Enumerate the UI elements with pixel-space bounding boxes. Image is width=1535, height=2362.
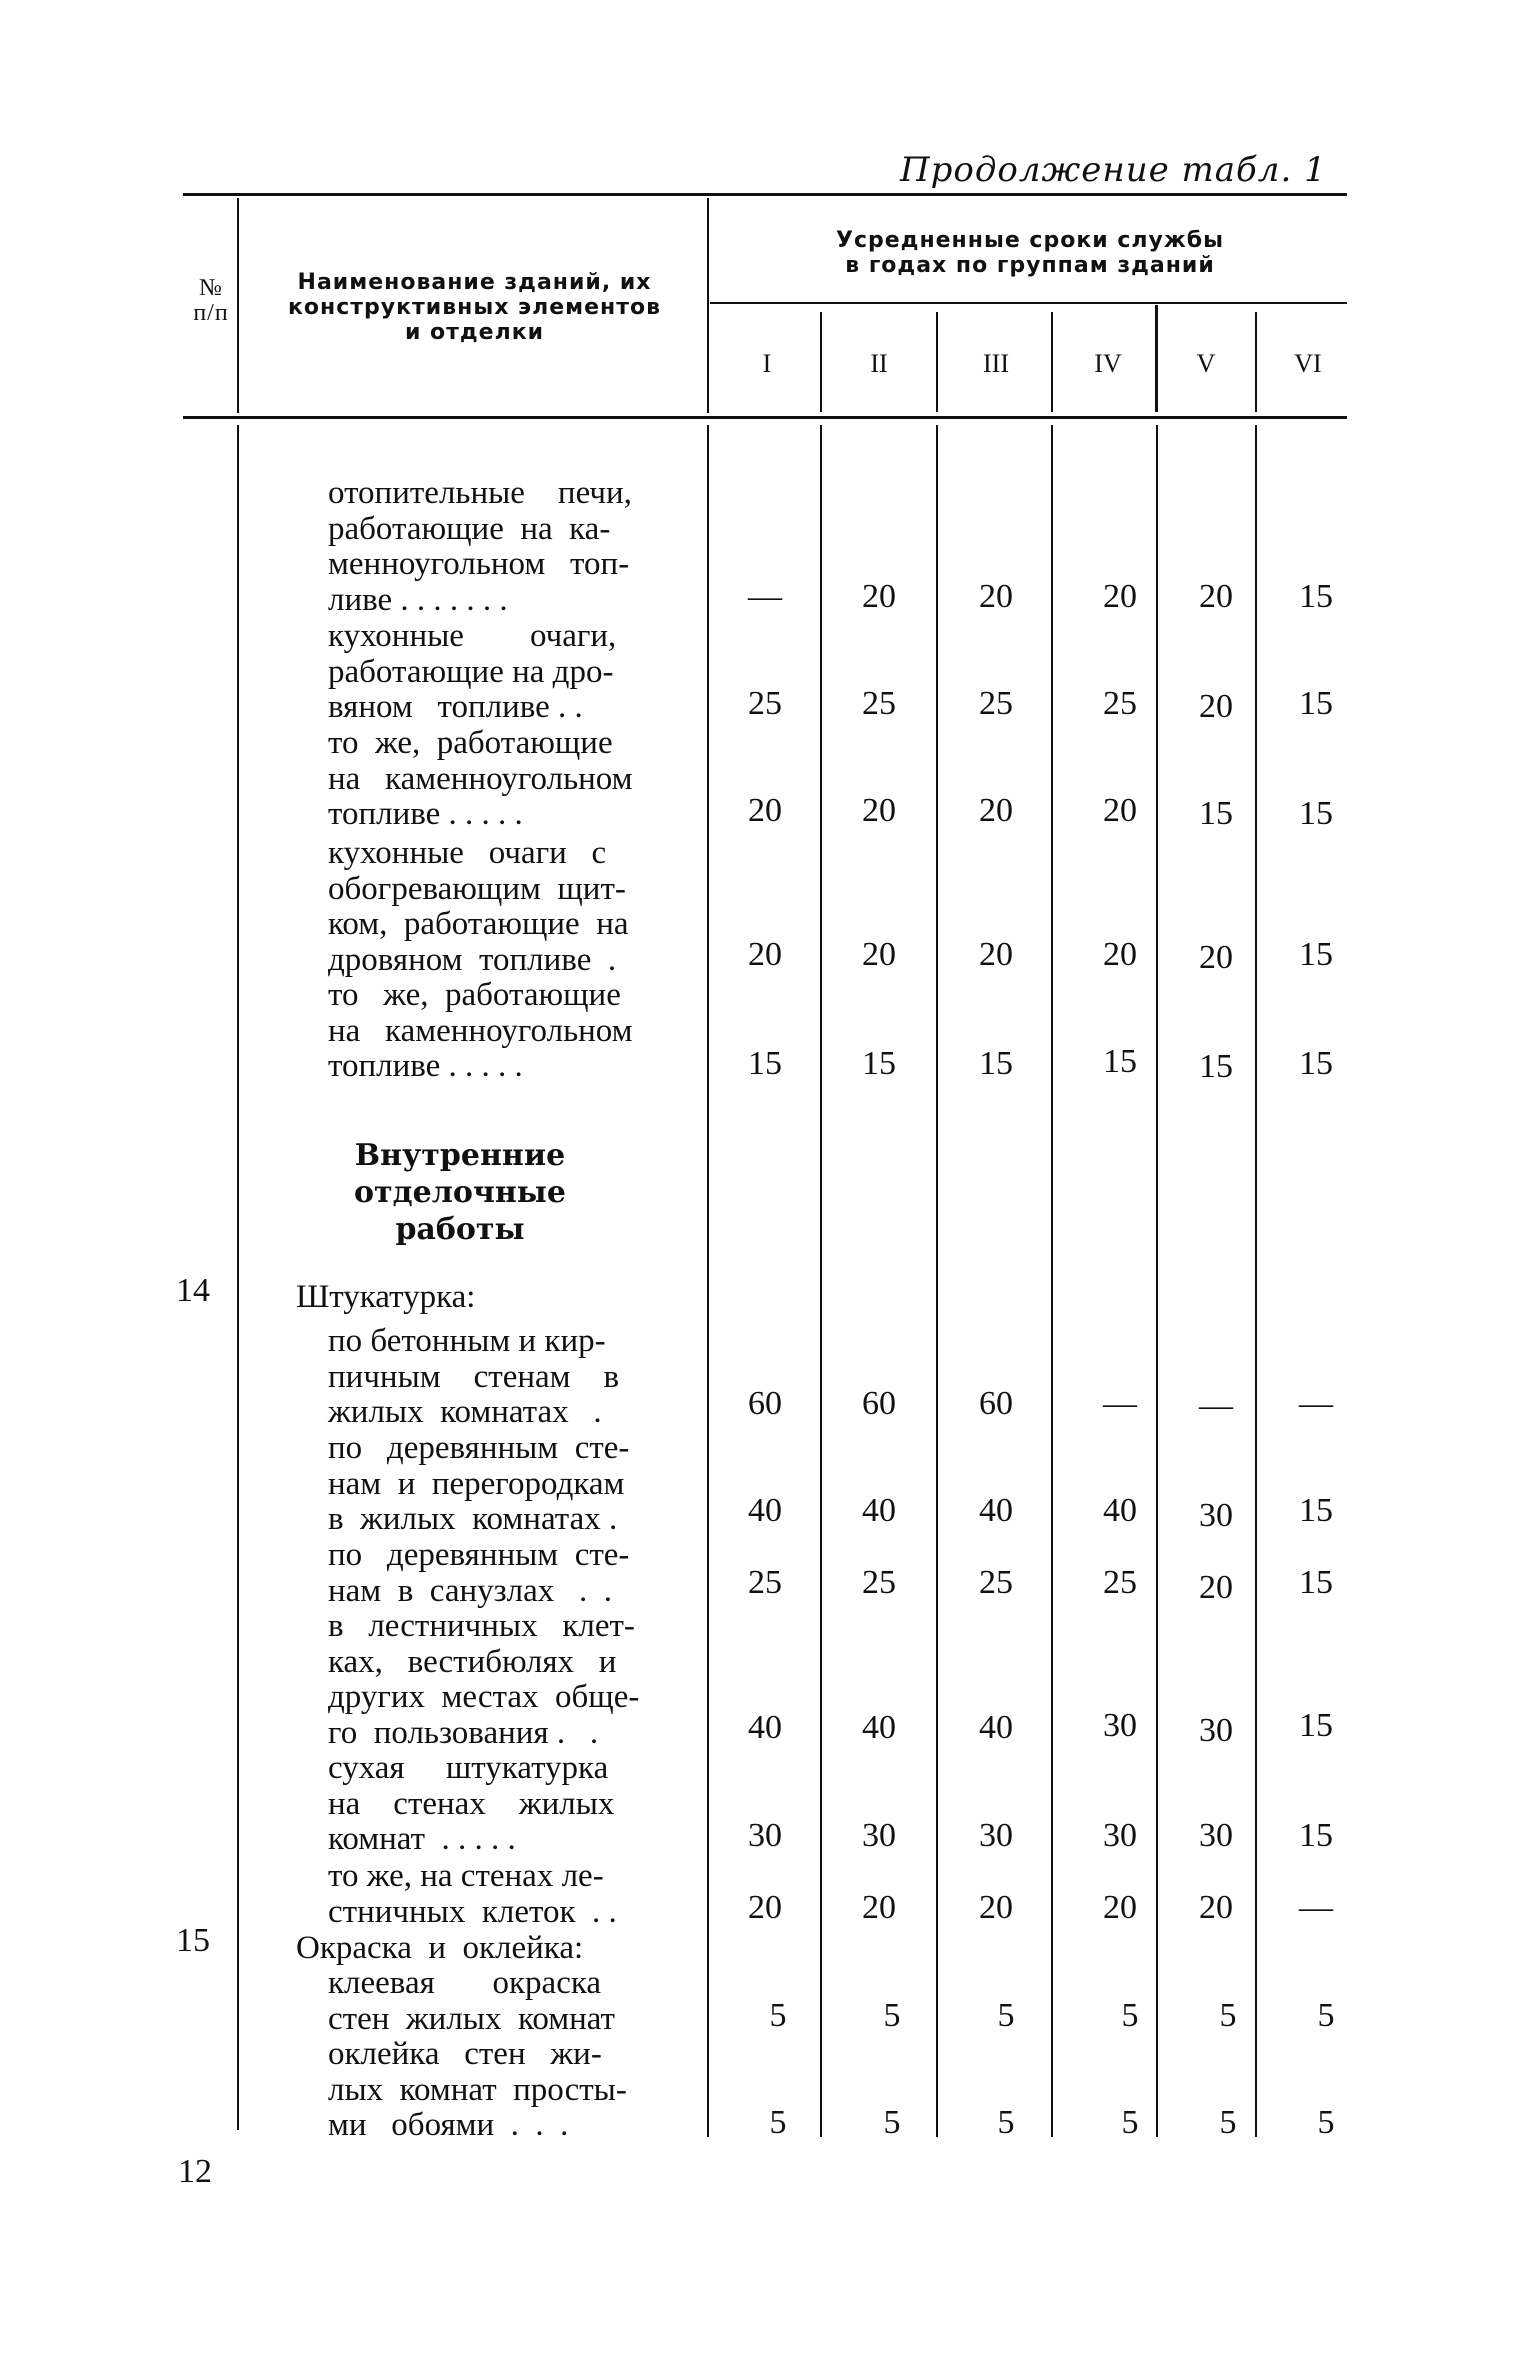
header-col-divider	[820, 312, 822, 412]
group-header-6: VI	[1294, 349, 1322, 378]
row-value-g5: 30	[1199, 1497, 1233, 1534]
row-value-g4: 30	[1103, 1817, 1137, 1854]
row-value-g2: 40	[862, 1709, 896, 1746]
header-bottom-rule	[183, 416, 1347, 419]
row-value-g5: 15	[1199, 1048, 1233, 1085]
header-col-divider	[1255, 312, 1257, 412]
row-value-g5: 20	[1199, 1569, 1233, 1606]
header-col-divider	[1051, 312, 1053, 412]
row-description: кухонные очаги с обогревающим щит- ком, работающие на дровяном топливе .	[328, 835, 629, 978]
row-value-g6: 15	[1299, 795, 1333, 832]
row-value-g5: —	[1199, 1387, 1233, 1424]
row-value-g2: 60	[862, 1385, 896, 1422]
row-value-g6: 15	[1299, 578, 1333, 615]
row-value-g1: 25	[748, 1564, 782, 1601]
table-continuation-caption: Продолжение табл. 1	[900, 150, 1327, 190]
body-col-divider	[1051, 425, 1053, 2137]
header-number-label: № п/п	[193, 275, 229, 326]
section-heading: Внутренние отделочные работы	[354, 1138, 566, 1247]
row-value-g6: —	[1299, 1385, 1333, 1422]
body-col-divider	[1255, 425, 1257, 2137]
row-value-g1: 30	[748, 1817, 782, 1854]
row-value-g3: 40	[979, 1492, 1013, 1529]
row-value-g1: 40	[748, 1492, 782, 1529]
row-value-g1: 20	[748, 792, 782, 829]
group-header-1: I	[762, 349, 772, 378]
row-value-g6: 15	[1299, 1045, 1333, 1082]
row-description: в лестничных клет- ках, вестибюлях и других местах обще- го пользования . .	[328, 1608, 640, 1751]
row-value-g2: 20	[862, 1889, 896, 1926]
row-value-g1: 20	[748, 936, 782, 973]
header-name-label: Наименование зданий, их конструктивных элементов и отделки	[287, 270, 662, 345]
row-value-g4: 30	[1103, 1707, 1137, 1744]
row-value-g1: 5	[769, 2104, 787, 2141]
row-value-g6: 15	[1299, 1564, 1333, 1601]
row-description: по деревянным сте- нам и перегородкам в жилых комнатах .	[328, 1430, 630, 1537]
row-description: то же, на стенах ле- стничных клеток . .	[328, 1858, 617, 1930]
row-value-g4: —	[1103, 1385, 1137, 1422]
row-number: 14	[176, 1272, 210, 1309]
row-value-g5: 5	[1219, 1997, 1237, 2034]
row-description: клеевая окраска стен жилых комнат	[328, 1965, 615, 2037]
row-value-g2: 40	[862, 1492, 896, 1529]
row-number: 15	[176, 1922, 210, 1959]
row-description: оклейка стен жи- лых комнат просты- ми обоями . . .	[328, 2036, 627, 2143]
row-value-g1: 15	[748, 1045, 782, 1082]
row-value-g1: 20	[748, 1889, 782, 1926]
row-value-g5: 5	[1219, 2104, 1237, 2141]
row-value-g3: 30	[979, 1817, 1013, 1854]
row-value-g4: 40	[1103, 1492, 1137, 1529]
row-value-g4: 20	[1103, 1889, 1137, 1926]
row-value-g2: 20	[862, 936, 896, 973]
row-value-g4: 5	[1121, 2104, 1139, 2141]
row-value-g4: 20	[1103, 578, 1137, 615]
category-label: Штукатурка:	[296, 1279, 476, 1315]
table-top-rule	[183, 193, 1347, 196]
row-value-g4: 25	[1103, 1564, 1137, 1601]
row-value-g6: —	[1299, 1889, 1333, 1926]
group-header-2: II	[870, 349, 888, 378]
category-label: Окраска и оклейка:	[296, 1930, 584, 1966]
body-col-divider	[1156, 425, 1158, 2137]
row-value-g3: 15	[979, 1045, 1013, 1082]
row-value-g4: 20	[1103, 792, 1137, 829]
row-value-g3: 40	[979, 1709, 1013, 1746]
group-header-3: III	[983, 349, 1009, 378]
header-mid-rule	[710, 302, 1347, 304]
row-value-g5: 30	[1199, 1817, 1233, 1854]
row-value-g3: 20	[979, 936, 1013, 973]
row-value-g4: 25	[1103, 685, 1137, 722]
header-col-divider	[936, 312, 938, 412]
row-value-g6: 15	[1299, 685, 1333, 722]
row-description: сухая штукатурка на стенах жилых комнат . . . . .	[328, 1750, 615, 1857]
header-col-divider	[707, 198, 709, 413]
row-description: то же, работающие на каменноугольном топливе . . . . .	[328, 977, 633, 1084]
row-value-g2: 30	[862, 1817, 896, 1854]
row-value-g2: 20	[862, 792, 896, 829]
row-description: отопительные печи, работающие на ка- менноугольном топ- ливе . . . . . . .	[328, 475, 632, 618]
row-value-g3: 5	[997, 2104, 1015, 2141]
row-value-g3: 60	[979, 1385, 1013, 1422]
page-number: 12	[178, 2153, 212, 2190]
row-value-g4: 20	[1103, 936, 1137, 973]
row-value-g5: 30	[1199, 1712, 1233, 1749]
row-value-g5: 20	[1199, 939, 1233, 976]
row-value-g1: 25	[748, 685, 782, 722]
row-value-g3: 5	[997, 1997, 1015, 2034]
row-value-g4: 5	[1121, 1997, 1139, 2034]
row-value-g2: 15	[862, 1045, 896, 1082]
row-value-g1: 40	[748, 1709, 782, 1746]
group-header-4: IV	[1094, 349, 1122, 378]
row-value-g2: 5	[883, 2104, 901, 2141]
row-value-g6: 15	[1299, 936, 1333, 973]
body-col-divider	[237, 425, 239, 2130]
row-value-g6: 15	[1299, 1817, 1333, 1854]
row-value-g5: 20	[1199, 688, 1233, 725]
row-value-g3: 20	[979, 578, 1013, 615]
row-value-g2: 20	[862, 578, 896, 615]
row-description: кухонные очаги, работающие на дро- вяном топливе . .	[328, 618, 617, 725]
header-terms-label: Усредненные сроки службы в годах по группам зданий	[836, 228, 1224, 278]
row-description: по бетонным и кир- пичным стенам в жилых комнатах .	[328, 1323, 620, 1430]
row-value-g3: 25	[979, 1564, 1013, 1601]
body-col-divider	[707, 425, 709, 2137]
row-value-g1: —	[748, 578, 782, 615]
body-col-divider	[820, 425, 822, 2137]
row-value-g6: 5	[1317, 2104, 1335, 2141]
header-col-divider	[237, 198, 239, 413]
row-value-g1: 5	[769, 1997, 787, 2034]
row-value-g4: 15	[1103, 1043, 1137, 1080]
row-value-g3: 20	[979, 1889, 1013, 1926]
row-value-g5: 15	[1199, 795, 1233, 832]
row-value-g3: 25	[979, 685, 1013, 722]
row-description: то же, работающие на каменноугольном топливе . . . . .	[328, 725, 633, 832]
row-value-g5: 20	[1199, 578, 1233, 615]
row-value-g3: 20	[979, 792, 1013, 829]
row-value-g6: 15	[1299, 1707, 1333, 1744]
row-value-g6: 15	[1299, 1492, 1333, 1529]
body-col-divider	[936, 425, 938, 2137]
row-value-g1: 60	[748, 1385, 782, 1422]
header-col-divider	[1155, 305, 1158, 412]
row-value-g2: 5	[883, 1997, 901, 2034]
group-header-5: V	[1196, 349, 1216, 378]
row-value-g5: 20	[1199, 1889, 1233, 1926]
row-description: по деревянным сте- нам в санузлах . .	[328, 1537, 630, 1609]
row-value-g2: 25	[862, 1564, 896, 1601]
row-value-g2: 25	[862, 685, 896, 722]
row-value-g6: 5	[1317, 1997, 1335, 2034]
